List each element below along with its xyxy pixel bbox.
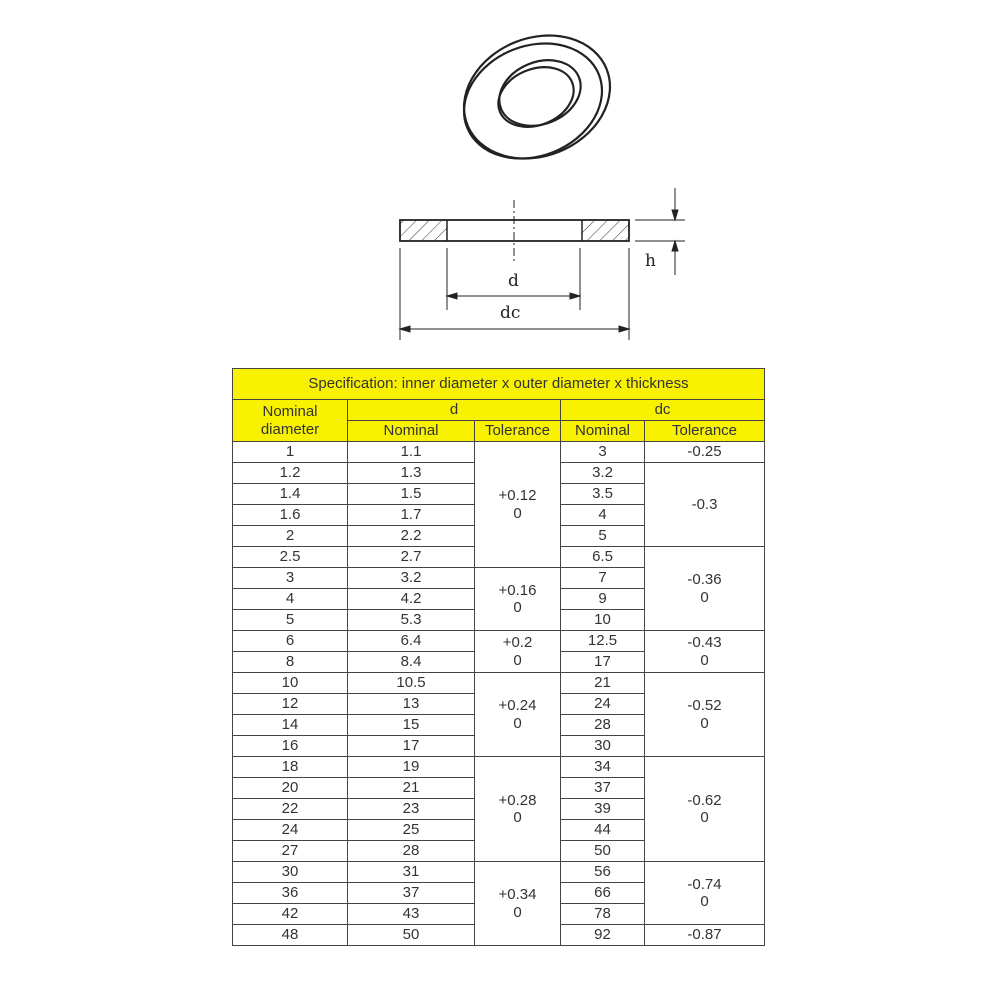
cell-dc-nominal: 9 bbox=[561, 589, 645, 610]
tolerance-upper: +0.2 bbox=[502, 634, 533, 652]
tolerance-lower: 0 bbox=[700, 893, 709, 910]
cell-nominal-diameter: 5 bbox=[233, 610, 348, 631]
cell-dc-nominal: 39 bbox=[561, 799, 645, 820]
cell-dc-tolerance bbox=[645, 925, 765, 946]
tolerance-lower: 0 bbox=[513, 714, 522, 732]
tolerance-upper: -0.3 bbox=[691, 495, 718, 513]
cell-nominal-diameter: 2 bbox=[233, 526, 348, 547]
label-h: h bbox=[645, 251, 656, 271]
cell-dc-nominal: 3.2 bbox=[561, 463, 645, 484]
cell-dc-nominal: 12.5 bbox=[561, 631, 645, 652]
tolerance-lower: 0 bbox=[513, 599, 522, 616]
cell-d-nominal: 19 bbox=[348, 757, 475, 778]
header-d-nominal: Nominal bbox=[348, 421, 475, 442]
cell-dc-nominal: 21 bbox=[561, 673, 645, 694]
tolerance-lower: 0 bbox=[700, 809, 709, 826]
dimension-dc bbox=[400, 248, 629, 340]
tolerance-upper: +0.12 bbox=[498, 487, 537, 505]
cell-d-nominal: 4.2 bbox=[348, 589, 475, 610]
tolerance-upper: -0.25 bbox=[687, 443, 722, 461]
cell-dc-nominal: 37 bbox=[561, 778, 645, 799]
cell-dc-tolerance bbox=[645, 442, 765, 463]
washer-perspective-view bbox=[445, 14, 628, 180]
tolerance-upper: -0.87 bbox=[687, 926, 722, 944]
cell-nominal-diameter: 22 bbox=[233, 799, 348, 820]
cell-dc-nominal: 50 bbox=[561, 841, 645, 862]
cell-d-tolerance bbox=[475, 568, 561, 631]
cell-dc-nominal: 7 bbox=[561, 568, 645, 589]
cell-dc-tolerance bbox=[645, 631, 765, 673]
cell-dc-nominal: 24 bbox=[561, 694, 645, 715]
table-row bbox=[233, 442, 765, 463]
dimension-h bbox=[635, 188, 685, 275]
tolerance-upper: +0.24 bbox=[498, 697, 537, 715]
washer-section-view bbox=[400, 200, 629, 262]
cell-d-nominal: 21 bbox=[348, 778, 475, 799]
cell-dc-nominal: 44 bbox=[561, 820, 645, 841]
tolerance-lower: 0 bbox=[700, 651, 709, 669]
cell-dc-tolerance bbox=[645, 757, 765, 862]
cell-nominal-diameter: 36 bbox=[233, 883, 348, 904]
tolerance-upper: -0.74 bbox=[687, 875, 722, 893]
cell-d-nominal: 5.3 bbox=[348, 610, 475, 631]
cell-d-nominal: 1.3 bbox=[348, 463, 475, 484]
header-dc-nominal: Nominal bbox=[561, 421, 645, 442]
cell-dc-nominal: 28 bbox=[561, 715, 645, 736]
tolerance-lower: 0 bbox=[513, 903, 522, 921]
cell-dc-tolerance bbox=[645, 463, 765, 547]
cell-nominal-diameter: 1.2 bbox=[233, 463, 348, 484]
cell-nominal-diameter: 4 bbox=[233, 589, 348, 610]
cell-d-nominal: 3.2 bbox=[348, 568, 475, 589]
cell-dc-nominal: 66 bbox=[561, 883, 645, 904]
table-title: Specification: inner diameter x outer diameter x thickness bbox=[233, 369, 765, 400]
tolerance-lower: 0 bbox=[700, 588, 709, 606]
cell-dc-nominal: 10 bbox=[561, 610, 645, 631]
tolerance-upper: +0.16 bbox=[498, 581, 537, 599]
cell-d-nominal: 1.1 bbox=[348, 442, 475, 463]
cell-d-nominal: 1.5 bbox=[348, 484, 475, 505]
tolerance-upper: -0.36 bbox=[687, 571, 722, 589]
tolerance-upper: +0.28 bbox=[498, 791, 537, 809]
cell-dc-nominal: 17 bbox=[561, 652, 645, 673]
label-dc: dc bbox=[500, 303, 521, 323]
cell-nominal-diameter: 6 bbox=[233, 631, 348, 652]
specification-table bbox=[232, 368, 765, 946]
cell-dc-nominal: 3.5 bbox=[561, 484, 645, 505]
cell-d-tolerance bbox=[475, 862, 561, 946]
label-d: d bbox=[508, 271, 519, 291]
tolerance-lower: 0 bbox=[700, 714, 709, 732]
cell-d-nominal: 17 bbox=[348, 736, 475, 757]
cell-nominal-diameter: 12 bbox=[233, 694, 348, 715]
header-dc-tolerance: Tolerance bbox=[645, 421, 765, 442]
table-row bbox=[233, 862, 765, 883]
cell-dc-nominal: 78 bbox=[561, 904, 645, 925]
cell-nominal-diameter: 2.5 bbox=[233, 547, 348, 568]
cell-d-nominal: 50 bbox=[348, 925, 475, 946]
cell-d-nominal: 37 bbox=[348, 883, 475, 904]
washer-drawing bbox=[0, 0, 1000, 360]
tolerance-upper: -0.43 bbox=[687, 634, 722, 652]
cell-nominal-diameter: 3 bbox=[233, 568, 348, 589]
cell-nominal-diameter: 1 bbox=[233, 442, 348, 463]
cell-nominal-diameter: 16 bbox=[233, 736, 348, 757]
cell-dc-nominal: 6.5 bbox=[561, 547, 645, 568]
cell-nominal-diameter: 48 bbox=[233, 925, 348, 946]
cell-d-nominal: 23 bbox=[348, 799, 475, 820]
cell-dc-nominal: 92 bbox=[561, 925, 645, 946]
cell-nominal-diameter: 14 bbox=[233, 715, 348, 736]
cell-nominal-diameter: 8 bbox=[233, 652, 348, 673]
cell-d-nominal: 2.2 bbox=[348, 526, 475, 547]
cell-dc-nominal: 3 bbox=[561, 442, 645, 463]
cell-nominal-diameter: 42 bbox=[233, 904, 348, 925]
tolerance-upper: +0.34 bbox=[498, 886, 537, 904]
cell-dc-tolerance bbox=[645, 862, 765, 925]
cell-d-nominal: 25 bbox=[348, 820, 475, 841]
cell-dc-tolerance bbox=[645, 673, 765, 757]
cell-nominal-diameter: 18 bbox=[233, 757, 348, 778]
cell-nominal-diameter: 1.4 bbox=[233, 484, 348, 505]
table-body bbox=[233, 442, 765, 946]
table-row bbox=[233, 631, 765, 652]
cell-nominal-diameter: 1.6 bbox=[233, 505, 348, 526]
header-dc: dc bbox=[561, 400, 765, 421]
cell-d-nominal: 43 bbox=[348, 904, 475, 925]
cell-d-nominal: 15 bbox=[348, 715, 475, 736]
cell-d-tolerance bbox=[475, 631, 561, 673]
cell-nominal-diameter: 10 bbox=[233, 673, 348, 694]
cell-dc-nominal: 5 bbox=[561, 526, 645, 547]
table-row bbox=[233, 757, 765, 778]
cell-d-nominal: 8.4 bbox=[348, 652, 475, 673]
cell-d-nominal: 1.7 bbox=[348, 505, 475, 526]
cell-dc-tolerance bbox=[645, 547, 765, 631]
cell-dc-nominal: 4 bbox=[561, 505, 645, 526]
tolerance-lower: 0 bbox=[513, 809, 522, 826]
cell-nominal-diameter: 30 bbox=[233, 862, 348, 883]
cell-nominal-diameter: 20 bbox=[233, 778, 348, 799]
cell-dc-nominal: 56 bbox=[561, 862, 645, 883]
cell-d-nominal: 28 bbox=[348, 841, 475, 862]
cell-dc-nominal: 30 bbox=[561, 736, 645, 757]
tolerance-lower: 0 bbox=[513, 504, 522, 522]
tolerance-upper: -0.52 bbox=[687, 697, 722, 715]
cell-d-tolerance bbox=[475, 442, 561, 568]
cell-nominal-diameter: 27 bbox=[233, 841, 348, 862]
cell-d-tolerance bbox=[475, 757, 561, 862]
cell-d-nominal: 6.4 bbox=[348, 631, 475, 652]
cell-d-nominal: 31 bbox=[348, 862, 475, 883]
header-d-tolerance: Tolerance bbox=[475, 421, 561, 442]
tolerance-upper: -0.62 bbox=[687, 791, 722, 809]
cell-nominal-diameter: 24 bbox=[233, 820, 348, 841]
cell-d-nominal: 10.5 bbox=[348, 673, 475, 694]
cell-dc-nominal: 34 bbox=[561, 757, 645, 778]
tolerance-lower: 0 bbox=[513, 651, 522, 669]
header-d: d bbox=[348, 400, 561, 421]
cell-d-tolerance bbox=[475, 673, 561, 757]
cell-d-nominal: 2.7 bbox=[348, 547, 475, 568]
cell-d-nominal: 13 bbox=[348, 694, 475, 715]
header-nominal-diameter: Nominal diameter bbox=[233, 400, 348, 442]
table-row bbox=[233, 673, 765, 694]
